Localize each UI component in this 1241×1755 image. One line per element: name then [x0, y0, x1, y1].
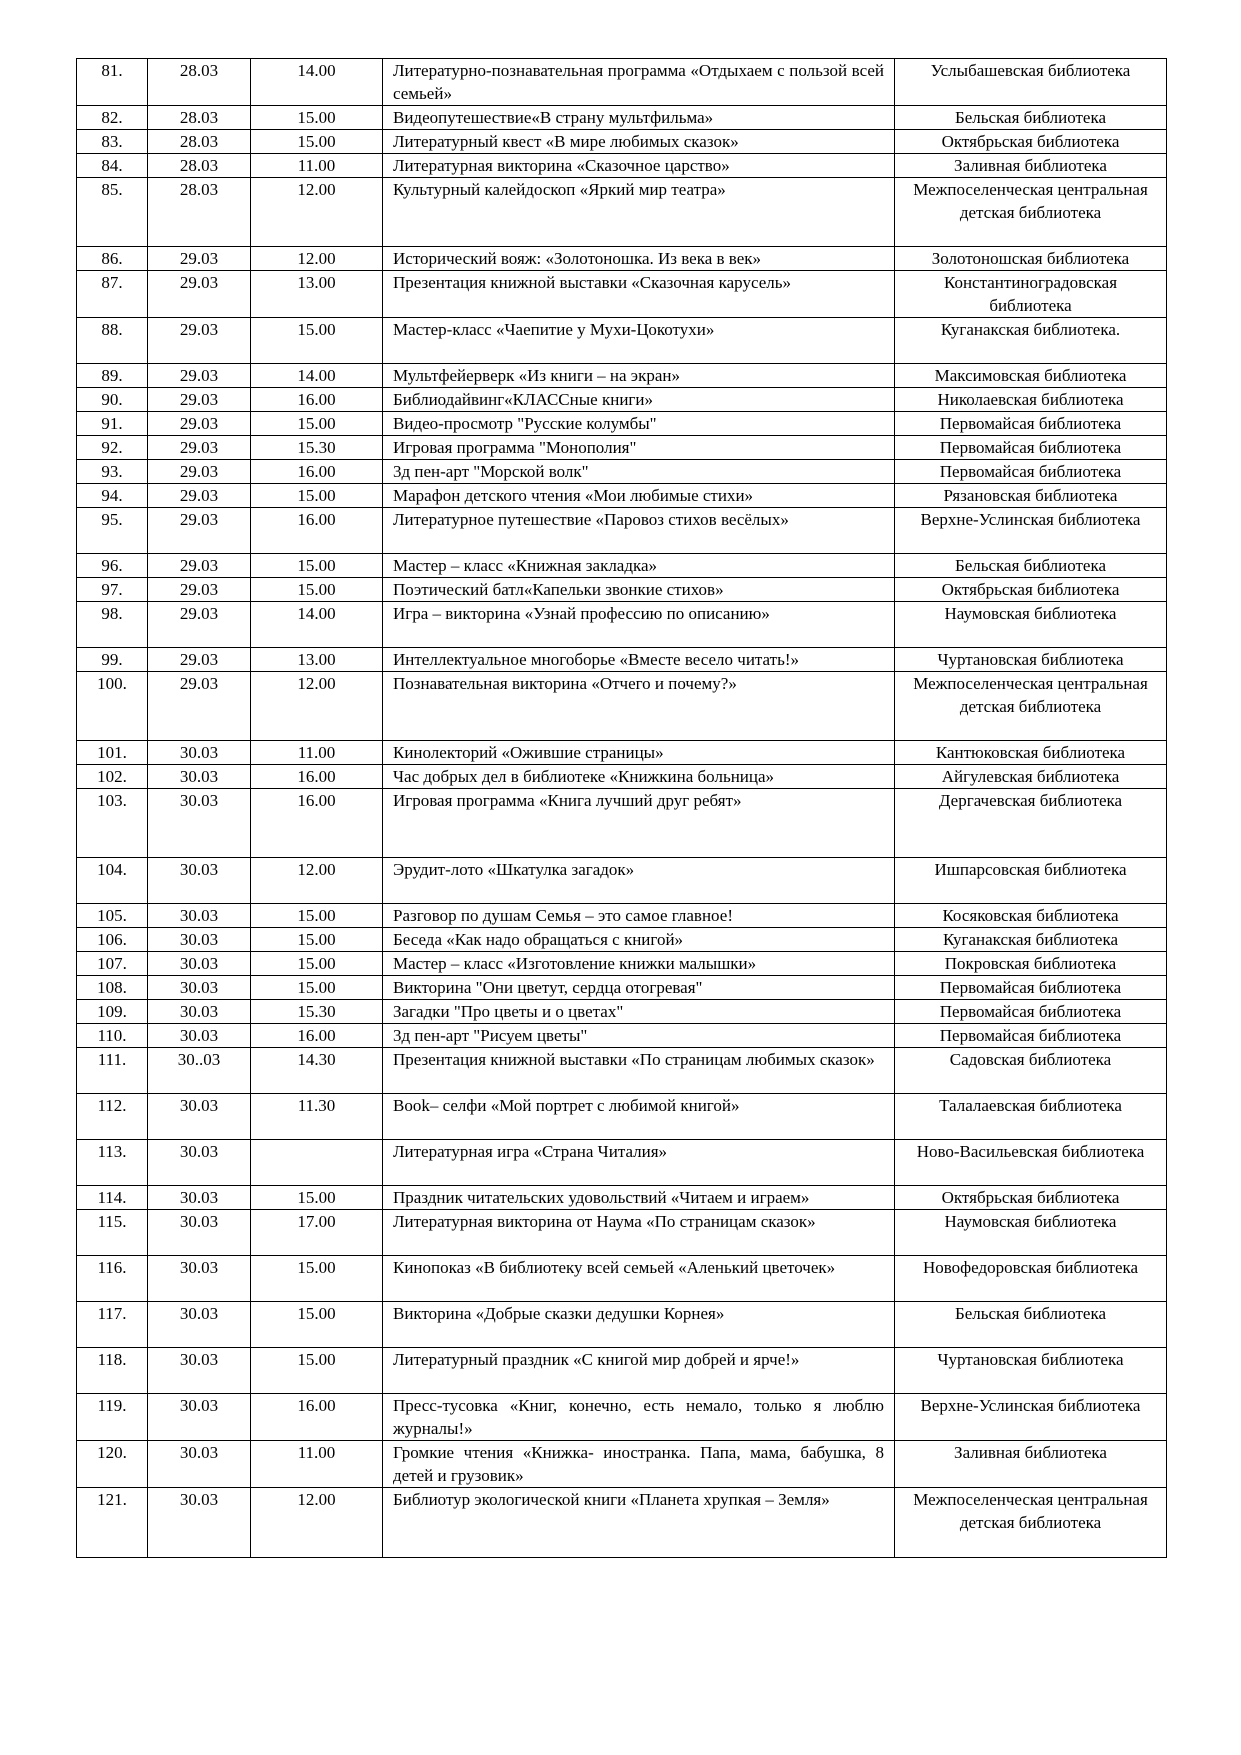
table-row — [77, 436, 1167, 460]
row-number: 97. — [77, 578, 148, 602]
event-library: Наумовская библиотека — [895, 602, 1167, 648]
table-row — [77, 578, 1167, 602]
event-library: Заливная библиотека — [895, 1441, 1167, 1488]
event-library: Косяковская библиотека — [895, 904, 1167, 928]
event-title: Кинопоказ «В библиотеку всей семьей «Аленький цветочек» — [383, 1256, 895, 1302]
event-library: Куганакская библиотека. — [895, 318, 1167, 364]
event-time: 14.00 — [251, 602, 383, 648]
table-row — [77, 1000, 1167, 1024]
event-title: Игра – викторина «Узнай профессию по описанию» — [383, 602, 895, 648]
event-title: Исторический вояж: «Золотоношка. Из века в век» — [383, 247, 895, 271]
event-title: Громкие чтения «Книжка- иностранка. Папа, мама, бабушка, 8 детей и грузовик» — [383, 1441, 895, 1488]
event-title: Поэтический батл«Капельки звонкие стихов» — [383, 578, 895, 602]
event-library: Первомайсая библиотека — [895, 460, 1167, 484]
row-number: 106. — [77, 928, 148, 952]
event-date: 30.03 — [148, 741, 251, 765]
event-title: Викторина «Добрые сказки дедушки Корнея» — [383, 1302, 895, 1348]
event-library: Дергачевская библиотека — [895, 789, 1167, 858]
event-title: Литературная игра «Страна Читалия» — [383, 1140, 895, 1186]
row-number: 103. — [77, 789, 148, 858]
event-date: 29.03 — [148, 318, 251, 364]
event-time: 12.00 — [251, 178, 383, 247]
event-library: Талалаевская библиотека — [895, 1094, 1167, 1140]
event-date: 29.03 — [148, 412, 251, 436]
table-row — [77, 554, 1167, 578]
event-library: Бельская библиотека — [895, 554, 1167, 578]
table-row — [77, 1488, 1167, 1558]
table-row — [77, 106, 1167, 130]
event-library: Верхне-Услинская библиотека — [895, 1394, 1167, 1441]
event-library: Первомайсая библиотека — [895, 412, 1167, 436]
event-date: 30.03 — [148, 765, 251, 789]
event-library: Садовская библиотека — [895, 1048, 1167, 1094]
table-row — [77, 904, 1167, 928]
row-number: 102. — [77, 765, 148, 789]
event-date: 30.03 — [148, 1140, 251, 1186]
table-row — [77, 1210, 1167, 1256]
event-date: 30.03 — [148, 1210, 251, 1256]
table-row — [77, 484, 1167, 508]
event-date: 30.03 — [148, 789, 251, 858]
row-number: 84. — [77, 154, 148, 178]
event-time: 15.00 — [251, 318, 383, 364]
event-title: Разговор по душам Семья – это самое главное! — [383, 904, 895, 928]
event-title: Литературная викторина от Наума «По страницам сказок» — [383, 1210, 895, 1256]
row-number: 81. — [77, 59, 148, 106]
row-number: 82. — [77, 106, 148, 130]
event-time: 15.00 — [251, 554, 383, 578]
row-number: 86. — [77, 247, 148, 271]
event-date: 30.03 — [148, 1394, 251, 1441]
events-table — [76, 58, 1167, 1558]
row-number: 87. — [77, 271, 148, 318]
row-number: 91. — [77, 412, 148, 436]
table-row — [77, 247, 1167, 271]
event-time: 15.00 — [251, 106, 383, 130]
event-title: Викторина "Они цветут, сердца отогревая" — [383, 976, 895, 1000]
row-number: 119. — [77, 1394, 148, 1441]
row-number: 96. — [77, 554, 148, 578]
row-number: 83. — [77, 130, 148, 154]
table-row — [77, 388, 1167, 412]
event-date: 30.03 — [148, 1488, 251, 1558]
event-title: Пресс-тусовка «Книг, конечно, есть немало, только я люблю журналы!» — [383, 1394, 895, 1441]
event-time: 16.00 — [251, 1024, 383, 1048]
event-title: Book– селфи «Мой портрет с любимой книгой» — [383, 1094, 895, 1140]
event-library: Первомайсая библиотека — [895, 436, 1167, 460]
event-time: 14.30 — [251, 1048, 383, 1094]
event-date: 30.03 — [148, 928, 251, 952]
event-library: Новофедоровская библиотека — [895, 1256, 1167, 1302]
event-title: Час добрых дел в библиотеке «Книжкина больница» — [383, 765, 895, 789]
row-number: 107. — [77, 952, 148, 976]
event-library: Октябрьская библиотека — [895, 130, 1167, 154]
event-title: 3д пен-арт "Морской волк" — [383, 460, 895, 484]
table-row — [77, 1094, 1167, 1140]
event-time: 15.00 — [251, 1348, 383, 1394]
event-title: Мастер – класс «Книжная закладка» — [383, 554, 895, 578]
row-number: 105. — [77, 904, 148, 928]
event-date: 30.03 — [148, 1000, 251, 1024]
event-library: Первомайсая библиотека — [895, 976, 1167, 1000]
event-time: 15.00 — [251, 1186, 383, 1210]
table-row — [77, 1441, 1167, 1488]
event-date: 30.03 — [148, 1302, 251, 1348]
event-date: 30.03 — [148, 1186, 251, 1210]
row-number: 120. — [77, 1441, 148, 1488]
event-time: 14.00 — [251, 59, 383, 106]
event-time: 16.00 — [251, 1394, 383, 1441]
event-date: 29.03 — [148, 578, 251, 602]
event-library: Межпоселенческая центральная детская библиотека — [895, 178, 1167, 247]
table-row — [77, 130, 1167, 154]
event-time: 15.30 — [251, 1000, 383, 1024]
table-row — [77, 1140, 1167, 1186]
event-time: 15.00 — [251, 1256, 383, 1302]
row-number: 109. — [77, 1000, 148, 1024]
event-date: 29.03 — [148, 436, 251, 460]
event-title: Интеллектуальное многоборье «Вместе весело читать!» — [383, 648, 895, 672]
event-library: Максимовская библиотека — [895, 364, 1167, 388]
event-time: 15.00 — [251, 976, 383, 1000]
event-time: 11.00 — [251, 1441, 383, 1488]
event-time: 15.00 — [251, 130, 383, 154]
table-row — [77, 178, 1167, 247]
event-library: Первомайсая библиотека — [895, 1000, 1167, 1024]
event-library: Октябрьская библиотека — [895, 578, 1167, 602]
event-date: 29.03 — [148, 648, 251, 672]
row-number: 93. — [77, 460, 148, 484]
event-time: 16.00 — [251, 508, 383, 554]
event-library: Куганакская библиотека — [895, 928, 1167, 952]
event-title: Беседа «Как надо обращаться с книгой» — [383, 928, 895, 952]
event-title: Культурный калейдоскоп «Яркий мир театра» — [383, 178, 895, 247]
event-library: Айгулевская библиотека — [895, 765, 1167, 789]
event-title: Литературное путешествие «Паровоз стихов весёлых» — [383, 508, 895, 554]
event-time: 12.00 — [251, 247, 383, 271]
event-library: Услыбашевская библиотека — [895, 59, 1167, 106]
event-library: Бельская библиотека — [895, 1302, 1167, 1348]
event-time: 16.00 — [251, 765, 383, 789]
row-number: 115. — [77, 1210, 148, 1256]
row-number: 95. — [77, 508, 148, 554]
row-number: 104. — [77, 858, 148, 904]
event-library: Октябрьская библиотека — [895, 1186, 1167, 1210]
event-date: 29.03 — [148, 460, 251, 484]
row-number: 85. — [77, 178, 148, 247]
event-title: Эрудит-лото «Шкатулка загадок» — [383, 858, 895, 904]
event-library: Чуртановская библиотека — [895, 648, 1167, 672]
table-row — [77, 648, 1167, 672]
event-library: Рязановская библиотека — [895, 484, 1167, 508]
event-library: Бельская библиотека — [895, 106, 1167, 130]
event-title: Игровая программа «Книга лучший друг ребят» — [383, 789, 895, 858]
event-time: 15.00 — [251, 928, 383, 952]
event-date: 30.03 — [148, 1024, 251, 1048]
table-row — [77, 271, 1167, 318]
table-row — [77, 412, 1167, 436]
event-time: 13.00 — [251, 271, 383, 318]
row-number: 113. — [77, 1140, 148, 1186]
event-library: Кантюковская библиотека — [895, 741, 1167, 765]
event-time: 16.00 — [251, 388, 383, 412]
event-time: 16.00 — [251, 789, 383, 858]
event-title: Литературная викторина «Сказочное царство» — [383, 154, 895, 178]
row-number: 90. — [77, 388, 148, 412]
event-date: 29.03 — [148, 508, 251, 554]
event-time: 15.00 — [251, 952, 383, 976]
event-library: Золотоношская библиотека — [895, 247, 1167, 271]
event-date: 29.03 — [148, 364, 251, 388]
event-title: Библиотур экологической книги «Планета хрупкая – Земля» — [383, 1488, 895, 1558]
event-library: Наумовская библиотека — [895, 1210, 1167, 1256]
event-title: Марафон детского чтения «Мои любимые стихи» — [383, 484, 895, 508]
row-number: 92. — [77, 436, 148, 460]
table-row — [77, 1256, 1167, 1302]
event-date: 30.03 — [148, 1441, 251, 1488]
table-row — [77, 741, 1167, 765]
event-title: Литературный квест «В мире любимых сказок» — [383, 130, 895, 154]
event-date: 30..03 — [148, 1048, 251, 1094]
event-time: 12.00 — [251, 1488, 383, 1558]
event-time — [251, 1140, 383, 1186]
event-library: Межпоселенческая центральная детская библиотека — [895, 1488, 1167, 1558]
events-table-body — [77, 59, 1167, 1558]
table-row — [77, 460, 1167, 484]
table-row — [77, 952, 1167, 976]
event-title: Кинолекторий «Ожившие страницы» — [383, 741, 895, 765]
event-time: 11.30 — [251, 1094, 383, 1140]
event-title: Литературный праздник «С книгой мир добрей и ярче!» — [383, 1348, 895, 1394]
event-date: 30.03 — [148, 1094, 251, 1140]
row-number: 114. — [77, 1186, 148, 1210]
event-date: 30.03 — [148, 1256, 251, 1302]
event-title: Литературно-познавательная программа «Отдыхаем с пользой всей семьей» — [383, 59, 895, 106]
event-library: Покровская библиотека — [895, 952, 1167, 976]
row-number: 110. — [77, 1024, 148, 1048]
table-row — [77, 1024, 1167, 1048]
row-number: 116. — [77, 1256, 148, 1302]
event-title: Мастер-класс «Чаепитие у Мухи-Цокотухи» — [383, 318, 895, 364]
event-time: 14.00 — [251, 364, 383, 388]
table-row — [77, 154, 1167, 178]
event-date: 29.03 — [148, 672, 251, 741]
event-time: 13.00 — [251, 648, 383, 672]
event-title: Видеопутешествие«В страну мультфильма» — [383, 106, 895, 130]
row-number: 99. — [77, 648, 148, 672]
event-time: 16.00 — [251, 460, 383, 484]
row-number: 117. — [77, 1302, 148, 1348]
table-row — [77, 672, 1167, 741]
event-date: 28.03 — [148, 106, 251, 130]
event-date: 30.03 — [148, 1348, 251, 1394]
row-number: 108. — [77, 976, 148, 1000]
row-number: 121. — [77, 1488, 148, 1558]
event-date: 29.03 — [148, 388, 251, 412]
row-number: 112. — [77, 1094, 148, 1140]
event-date: 29.03 — [148, 271, 251, 318]
row-number: 111. — [77, 1048, 148, 1094]
table-row — [77, 1302, 1167, 1348]
table-row — [77, 765, 1167, 789]
event-title: Видео-просмотр "Русские колумбы" — [383, 412, 895, 436]
table-row — [77, 59, 1167, 106]
table-row — [77, 1186, 1167, 1210]
event-library: Верхне-Услинская библиотека — [895, 508, 1167, 554]
event-title: Презентация книжной выставки «Сказочная карусель» — [383, 271, 895, 318]
event-title: Праздник читательских удовольствий «Читаем и играем» — [383, 1186, 895, 1210]
event-library: Константиноградовская библиотека — [895, 271, 1167, 318]
event-title: Мультфейерверк «Из книги – на экран» — [383, 364, 895, 388]
table-row — [77, 602, 1167, 648]
event-time: 11.00 — [251, 154, 383, 178]
table-row — [77, 1348, 1167, 1394]
event-time: 15.00 — [251, 904, 383, 928]
table-row — [77, 789, 1167, 858]
event-library: Заливная библиотека — [895, 154, 1167, 178]
table-row — [77, 364, 1167, 388]
event-date: 28.03 — [148, 59, 251, 106]
event-time: 12.00 — [251, 858, 383, 904]
event-library: Чуртановская библиотека — [895, 1348, 1167, 1394]
event-title: Познавательная викторина «Отчего и почему?» — [383, 672, 895, 741]
event-library: Первомайсая библиотека — [895, 1024, 1167, 1048]
event-time: 15.00 — [251, 1302, 383, 1348]
table-row — [77, 976, 1167, 1000]
table-row — [77, 858, 1167, 904]
row-number: 98. — [77, 602, 148, 648]
row-number: 100. — [77, 672, 148, 741]
event-time: 15.00 — [251, 412, 383, 436]
table-row — [77, 508, 1167, 554]
event-library: Ишпарсовская библиотека — [895, 858, 1167, 904]
event-date: 30.03 — [148, 904, 251, 928]
event-library: Межпоселенческая центральная детская библиотека — [895, 672, 1167, 741]
table-row — [77, 1394, 1167, 1441]
table-row — [77, 318, 1167, 364]
event-library: Ново-Васильевская библиотека — [895, 1140, 1167, 1186]
event-date: 29.03 — [148, 602, 251, 648]
event-date: 28.03 — [148, 178, 251, 247]
event-time: 17.00 — [251, 1210, 383, 1256]
event-date: 30.03 — [148, 858, 251, 904]
row-number: 118. — [77, 1348, 148, 1394]
event-date: 29.03 — [148, 247, 251, 271]
event-date: 29.03 — [148, 484, 251, 508]
event-time: 15.00 — [251, 578, 383, 602]
event-title: Игровая программа "Монополия" — [383, 436, 895, 460]
table-row — [77, 928, 1167, 952]
row-number: 101. — [77, 741, 148, 765]
event-title: Мастер – класс «Изготовление книжки малышки» — [383, 952, 895, 976]
event-time: 12.00 — [251, 672, 383, 741]
event-library: Николаевская библиотека — [895, 388, 1167, 412]
event-time: 15.30 — [251, 436, 383, 460]
event-title: Презентация книжной выставки «По страницам любимых сказок» — [383, 1048, 895, 1094]
row-number: 89. — [77, 364, 148, 388]
event-title: 3д пен-арт "Рисуем цветы" — [383, 1024, 895, 1048]
event-time: 15.00 — [251, 484, 383, 508]
event-date: 30.03 — [148, 952, 251, 976]
event-date: 30.03 — [148, 976, 251, 1000]
table-row — [77, 1048, 1167, 1094]
event-date: 28.03 — [148, 154, 251, 178]
event-time: 11.00 — [251, 741, 383, 765]
row-number: 88. — [77, 318, 148, 364]
event-date: 29.03 — [148, 554, 251, 578]
event-date: 28.03 — [148, 130, 251, 154]
event-title: Библиодайвинг«КЛАССные книги» — [383, 388, 895, 412]
event-title: Загадки "Про цветы и о цветах" — [383, 1000, 895, 1024]
row-number: 94. — [77, 484, 148, 508]
